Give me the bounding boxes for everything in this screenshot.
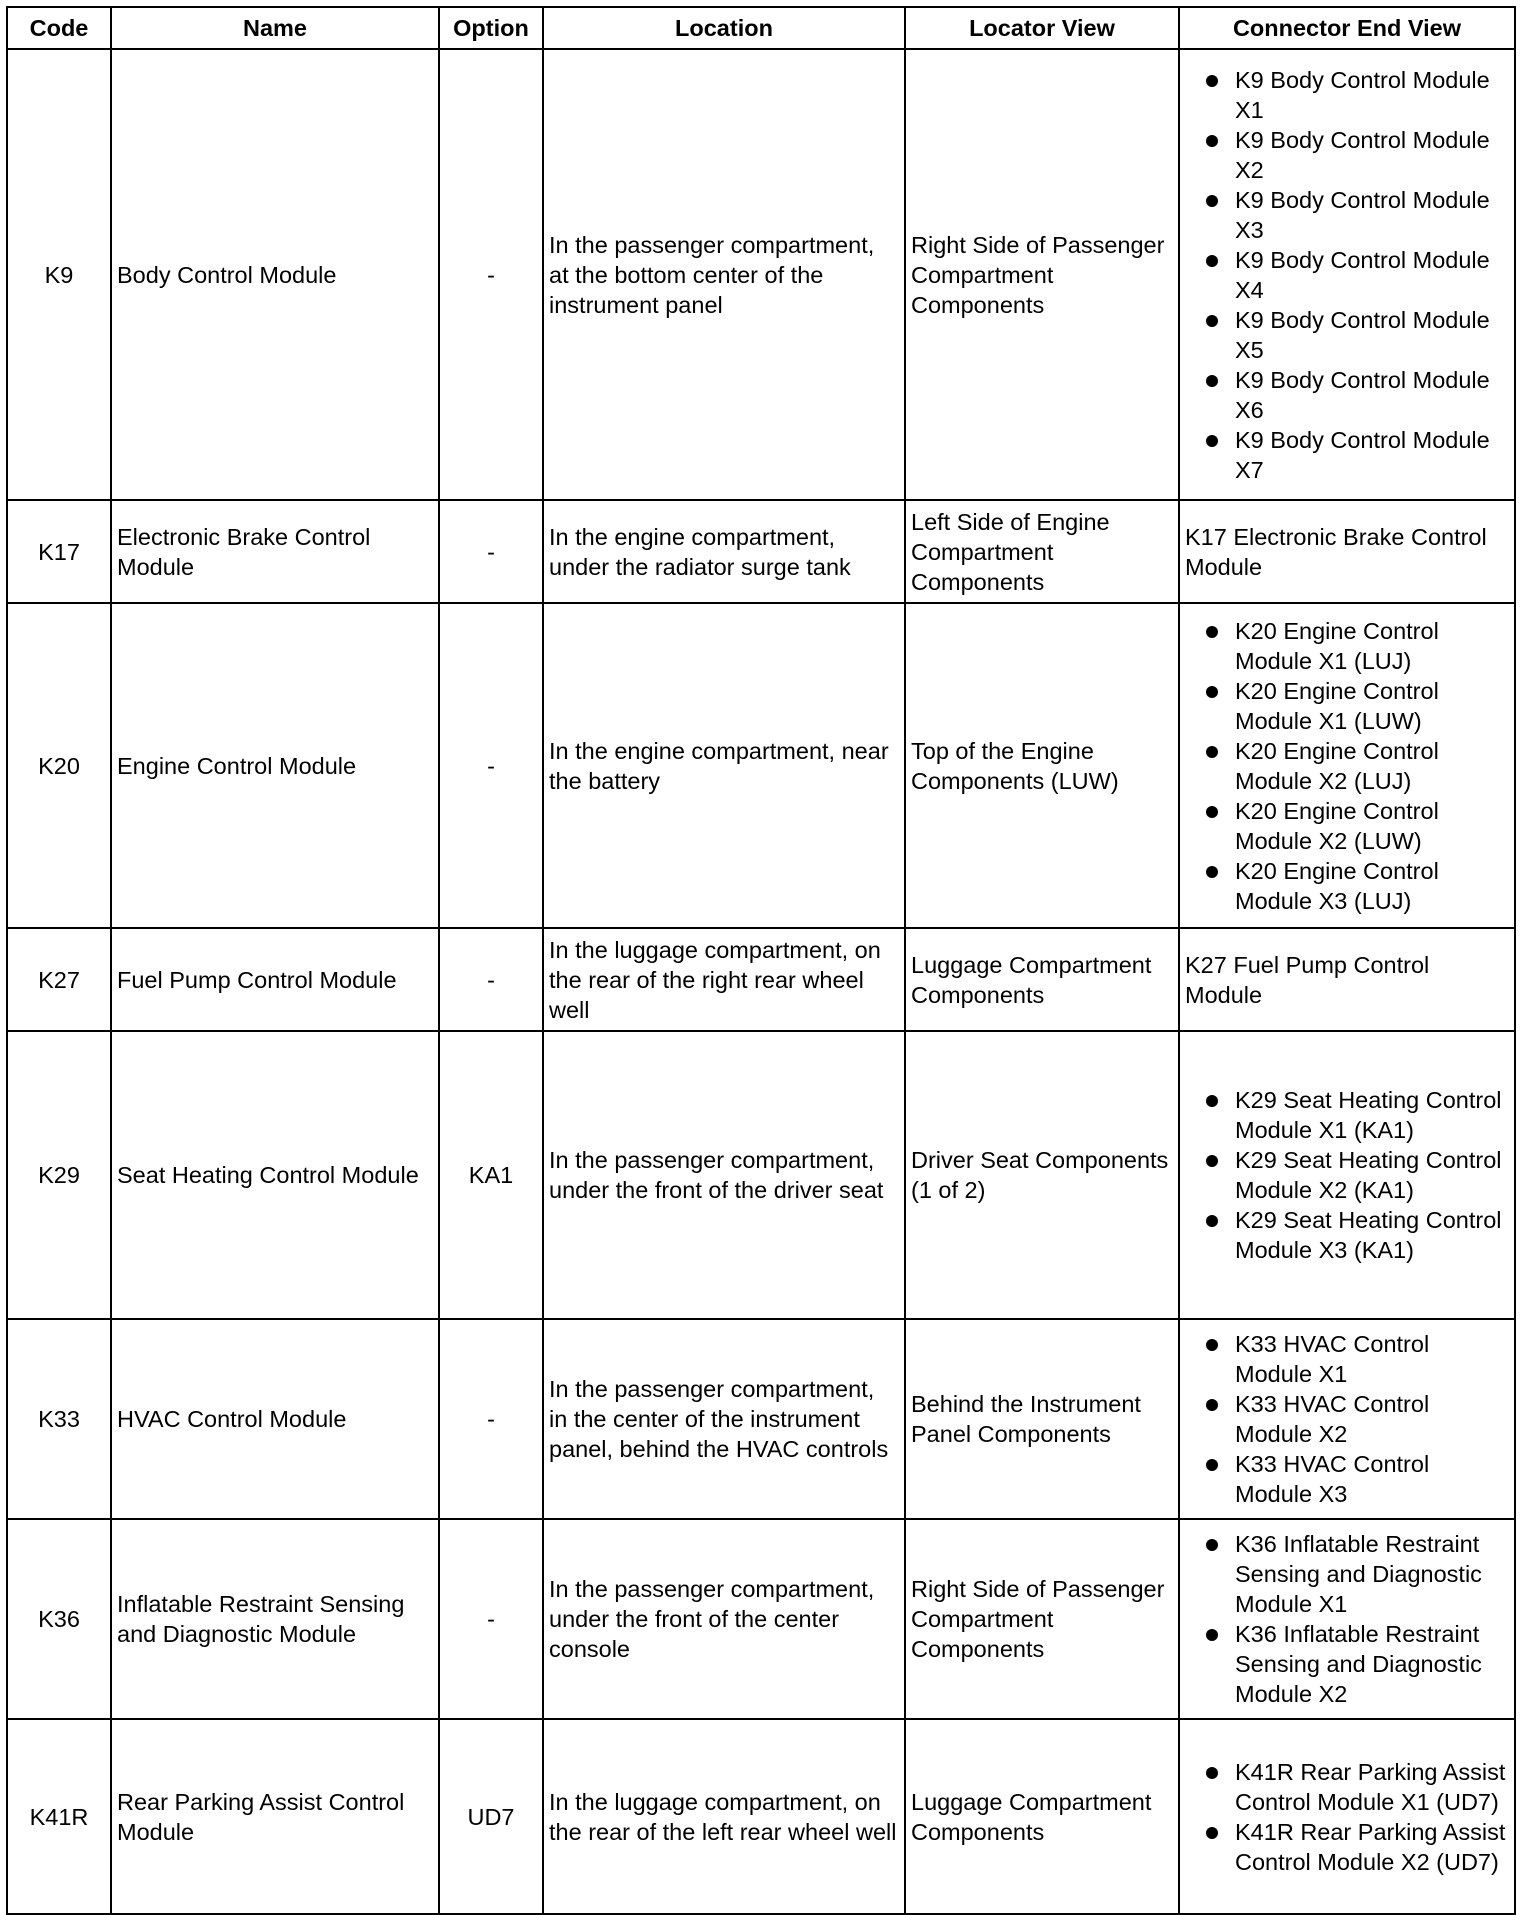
table-body bbox=[7, 49, 1515, 1914]
connector-list-item: K20 Engine Control Module X2 (LUW) bbox=[1185, 796, 1509, 856]
connector-list bbox=[1185, 1529, 1509, 1709]
connector-list bbox=[1185, 1757, 1509, 1877]
cell-option: - bbox=[439, 1319, 543, 1519]
cell-name: Electronic Brake Control Module bbox=[111, 500, 439, 603]
connector-list-item: K36 Inflatable Restraint Sensing and Diagnostic Module X1 bbox=[1185, 1529, 1509, 1619]
connector-list-item: K20 Engine Control Module X1 (LUW) bbox=[1185, 676, 1509, 736]
cell-location: In the engine compartment, under the radiator surge tank bbox=[543, 500, 905, 603]
connector-list-item: K9 Body Control Module X6 bbox=[1185, 365, 1509, 425]
cell-code: K36 bbox=[7, 1519, 111, 1719]
table-row bbox=[7, 603, 1515, 928]
cell-name: Rear Parking Assist Control Module bbox=[111, 1719, 439, 1914]
cell-location: In the passenger compartment, in the center of the instrument panel, behind the HVAC controls bbox=[543, 1319, 905, 1519]
cell-option: - bbox=[439, 49, 543, 500]
connector-list-item: K20 Engine Control Module X3 (LUJ) bbox=[1185, 856, 1509, 916]
connector-list-item: K9 Body Control Module X5 bbox=[1185, 305, 1509, 365]
connector-list-item: K29 Seat Heating Control Module X3 (KA1) bbox=[1185, 1205, 1509, 1265]
cell-code: K27 bbox=[7, 928, 111, 1031]
cell-connector-end-view bbox=[1179, 1319, 1515, 1519]
header-code: Code bbox=[7, 7, 111, 49]
connector-list-item: K33 HVAC Control Module X3 bbox=[1185, 1449, 1509, 1509]
connector-list-item: K20 Engine Control Module X1 (LUJ) bbox=[1185, 616, 1509, 676]
component-locator-table bbox=[6, 6, 1516, 1915]
cell-location: In the passenger compartment, under the front of the center console bbox=[543, 1519, 905, 1719]
cell-connector-end-view bbox=[1179, 1519, 1515, 1719]
cell-location: In the luggage compartment, on the rear of the left rear wheel well bbox=[543, 1719, 905, 1914]
cell-location: In the luggage compartment, on the rear of the right rear wheel well bbox=[543, 928, 905, 1031]
cell-name: Inflatable Restraint Sensing and Diagnostic Module bbox=[111, 1519, 439, 1719]
cell-locator-view: Right Side of Passenger Compartment Components bbox=[905, 1519, 1179, 1719]
cell-option: KA1 bbox=[439, 1031, 543, 1319]
cell-code: K41R bbox=[7, 1719, 111, 1914]
table-row bbox=[7, 49, 1515, 500]
cell-locator-view: Right Side of Passenger Compartment Components bbox=[905, 49, 1179, 500]
cell-code: K9 bbox=[7, 49, 111, 500]
connector-list-item: K36 Inflatable Restraint Sensing and Diagnostic Module X2 bbox=[1185, 1619, 1509, 1709]
cell-name: Engine Control Module bbox=[111, 603, 439, 928]
table-row bbox=[7, 500, 1515, 603]
cell-location: In the engine compartment, near the battery bbox=[543, 603, 905, 928]
connector-list bbox=[1185, 65, 1509, 485]
header-option: Option bbox=[439, 7, 543, 49]
table-row bbox=[7, 1519, 1515, 1719]
header-connector-end-view: Connector End View bbox=[1179, 7, 1515, 49]
cell-locator-view: Luggage Compartment Components bbox=[905, 1719, 1179, 1914]
cell-name: Seat Heating Control Module bbox=[111, 1031, 439, 1319]
connector-list-item: K9 Body Control Module X4 bbox=[1185, 245, 1509, 305]
cell-locator-view: Top of the Engine Components (LUW) bbox=[905, 603, 1179, 928]
cell-option: - bbox=[439, 928, 543, 1031]
cell-option: UD7 bbox=[439, 1719, 543, 1914]
cell-connector-end-view bbox=[1179, 1031, 1515, 1319]
connector-list bbox=[1185, 616, 1509, 916]
cell-code: K20 bbox=[7, 603, 111, 928]
cell-connector-end-view bbox=[1179, 1719, 1515, 1914]
header-location: Location bbox=[543, 7, 905, 49]
connector-list-item: K41R Rear Parking Assist Control Module X2 (UD7) bbox=[1185, 1817, 1509, 1877]
cell-name: Body Control Module bbox=[111, 49, 439, 500]
cell-locator-view: Left Side of Engine Compartment Components bbox=[905, 500, 1179, 603]
cell-connector-end-view: K17 Electronic Brake Control Module bbox=[1179, 500, 1515, 603]
cell-locator-view: Driver Seat Components (1 of 2) bbox=[905, 1031, 1179, 1319]
connector-list-item: K33 HVAC Control Module X1 bbox=[1185, 1329, 1509, 1389]
cell-connector-end-view bbox=[1179, 603, 1515, 928]
connector-list-item: K29 Seat Heating Control Module X1 (KA1) bbox=[1185, 1085, 1509, 1145]
connector-list bbox=[1185, 1329, 1509, 1509]
header-name: Name bbox=[111, 7, 439, 49]
header-row bbox=[7, 7, 1515, 49]
cell-name: HVAC Control Module bbox=[111, 1319, 439, 1519]
cell-connector-end-view bbox=[1179, 49, 1515, 500]
connector-list-item: K33 HVAC Control Module X2 bbox=[1185, 1389, 1509, 1449]
connector-list-item: K41R Rear Parking Assist Control Module X1 (UD7) bbox=[1185, 1757, 1509, 1817]
table-row bbox=[7, 1319, 1515, 1519]
connector-list-item: K9 Body Control Module X7 bbox=[1185, 425, 1509, 485]
cell-code: K33 bbox=[7, 1319, 111, 1519]
connector-list bbox=[1185, 1085, 1509, 1265]
cell-code: K29 bbox=[7, 1031, 111, 1319]
table-row bbox=[7, 928, 1515, 1031]
cell-location: In the passenger compartment, under the front of the driver seat bbox=[543, 1031, 905, 1319]
table-row bbox=[7, 1719, 1515, 1914]
cell-option: - bbox=[439, 603, 543, 928]
cell-location: In the passenger compartment, at the bottom center of the instrument panel bbox=[543, 49, 905, 500]
cell-code: K17 bbox=[7, 500, 111, 603]
table-row bbox=[7, 1031, 1515, 1319]
cell-option: - bbox=[439, 500, 543, 603]
connector-list-item: K9 Body Control Module X3 bbox=[1185, 185, 1509, 245]
connector-list-item: K20 Engine Control Module X2 (LUJ) bbox=[1185, 736, 1509, 796]
connector-list-item: K9 Body Control Module X1 bbox=[1185, 65, 1509, 125]
cell-locator-view: Behind the Instrument Panel Components bbox=[905, 1319, 1179, 1519]
header-locator-view: Locator View bbox=[905, 7, 1179, 49]
cell-option: - bbox=[439, 1519, 543, 1719]
connector-list-item: K29 Seat Heating Control Module X2 (KA1) bbox=[1185, 1145, 1509, 1205]
connector-list-item: K9 Body Control Module X2 bbox=[1185, 125, 1509, 185]
cell-locator-view: Luggage Compartment Components bbox=[905, 928, 1179, 1031]
cell-connector-end-view: K27 Fuel Pump Control Module bbox=[1179, 928, 1515, 1031]
cell-name: Fuel Pump Control Module bbox=[111, 928, 439, 1031]
